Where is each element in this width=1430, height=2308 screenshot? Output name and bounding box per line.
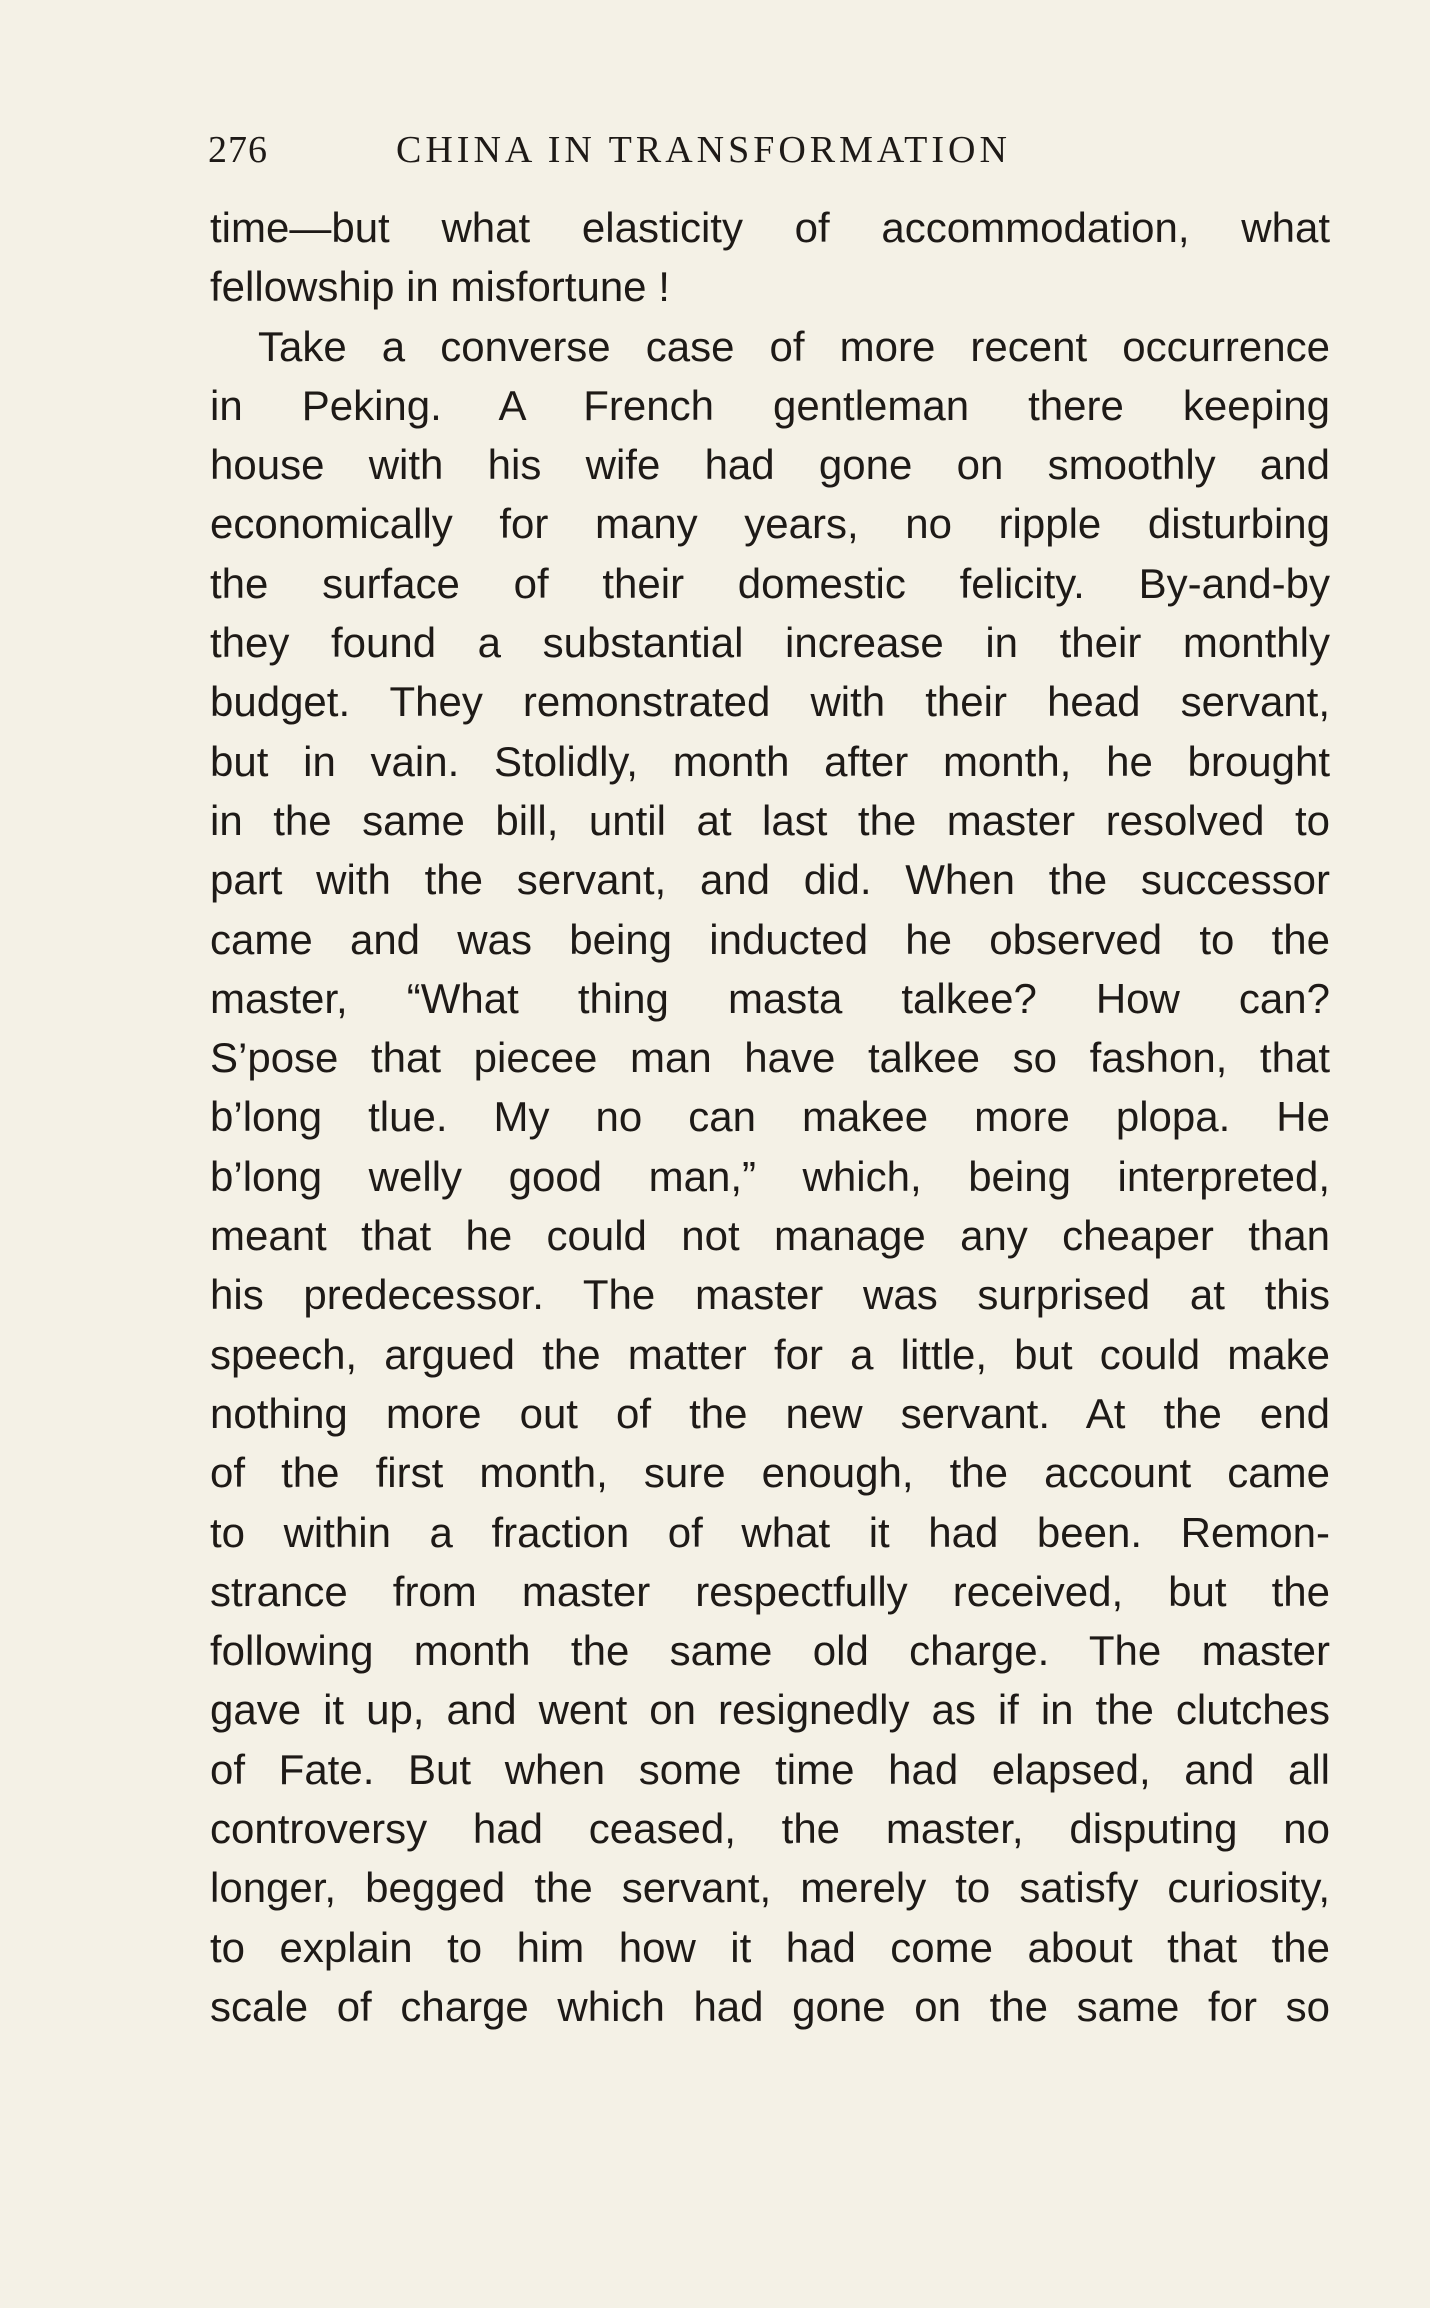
text-line: economically for many years, no ripple disturbing	[210, 500, 1330, 548]
text-line: of Fate. But when some time had elapsed, and all	[210, 1745, 1330, 1793]
text-line: b’long tlue. My no can makee more plopa. He	[210, 1093, 1330, 1141]
text-line: of the first month, sure enough, the account came	[210, 1449, 1330, 1497]
text-line: house with his wife had gone on smoothly and	[210, 441, 1330, 489]
text-line: fellowship in misfortune !	[210, 263, 670, 311]
text-line: to explain to him how it had come about that the	[210, 1923, 1330, 1971]
text-line: part with the servant, and did. When the successor	[210, 856, 1330, 904]
body-text	[210, 198, 1330, 2036]
text-line: following month the same old charge. The master	[210, 1627, 1330, 1675]
running-head	[208, 122, 1208, 178]
text-line: budget. They remonstrated with their head servant,	[210, 678, 1330, 726]
text-line: master, “What thing masta talkee? How can?	[210, 974, 1330, 1022]
text-line: meant that he could not manage any cheaper than	[210, 1212, 1330, 1260]
text-line: scale of charge which had gone on the same for so	[210, 1982, 1330, 2030]
page-number: 276	[208, 129, 268, 171]
paragraph-start-line: Take a converse case of more recent occurrence	[258, 322, 1330, 370]
text-line: strance from master respectfully received, but the	[210, 1567, 1330, 1615]
text-line: S’pose that piecee man have talkee so fashon, that	[210, 1034, 1330, 1082]
text-line: speech, argued the matter for a little, but could make	[210, 1330, 1330, 1378]
text-line: time—but what elasticity of accommodation, what	[210, 204, 1330, 251]
text-line: they found a substantial increase in their monthly	[210, 619, 1330, 667]
text-line: b’long welly good man,” which, being interpreted,	[210, 1152, 1330, 1200]
text-line: came and was being inducted he observed to the	[210, 915, 1330, 963]
text-line: but in vain. Stolidly, month after month, he brought	[210, 737, 1330, 785]
book-title: CHINA IN TRANSFORMATION	[396, 129, 1011, 171]
text-line: in the same bill, until at last the master resolved to	[210, 796, 1330, 844]
text-line: nothing more out of the new servant. At the end	[210, 1389, 1330, 1437]
text-line: in Peking. A French gentleman there keeping	[210, 381, 1330, 429]
text-line: the surface of their domestic felicity. By-and-by	[210, 559, 1330, 607]
text-line: to within a fraction of what it had been. Remon-	[210, 1508, 1330, 1556]
text-line: his predecessor. The master was surprised at this	[210, 1271, 1330, 1319]
text-line: controversy had ceased, the master, disputing no	[210, 1805, 1330, 1853]
text-line: gave it up, and went on resignedly as if in the clutches	[210, 1686, 1330, 1734]
text-line: longer, begged the servant, merely to satisfy curiosity,	[210, 1864, 1330, 1912]
